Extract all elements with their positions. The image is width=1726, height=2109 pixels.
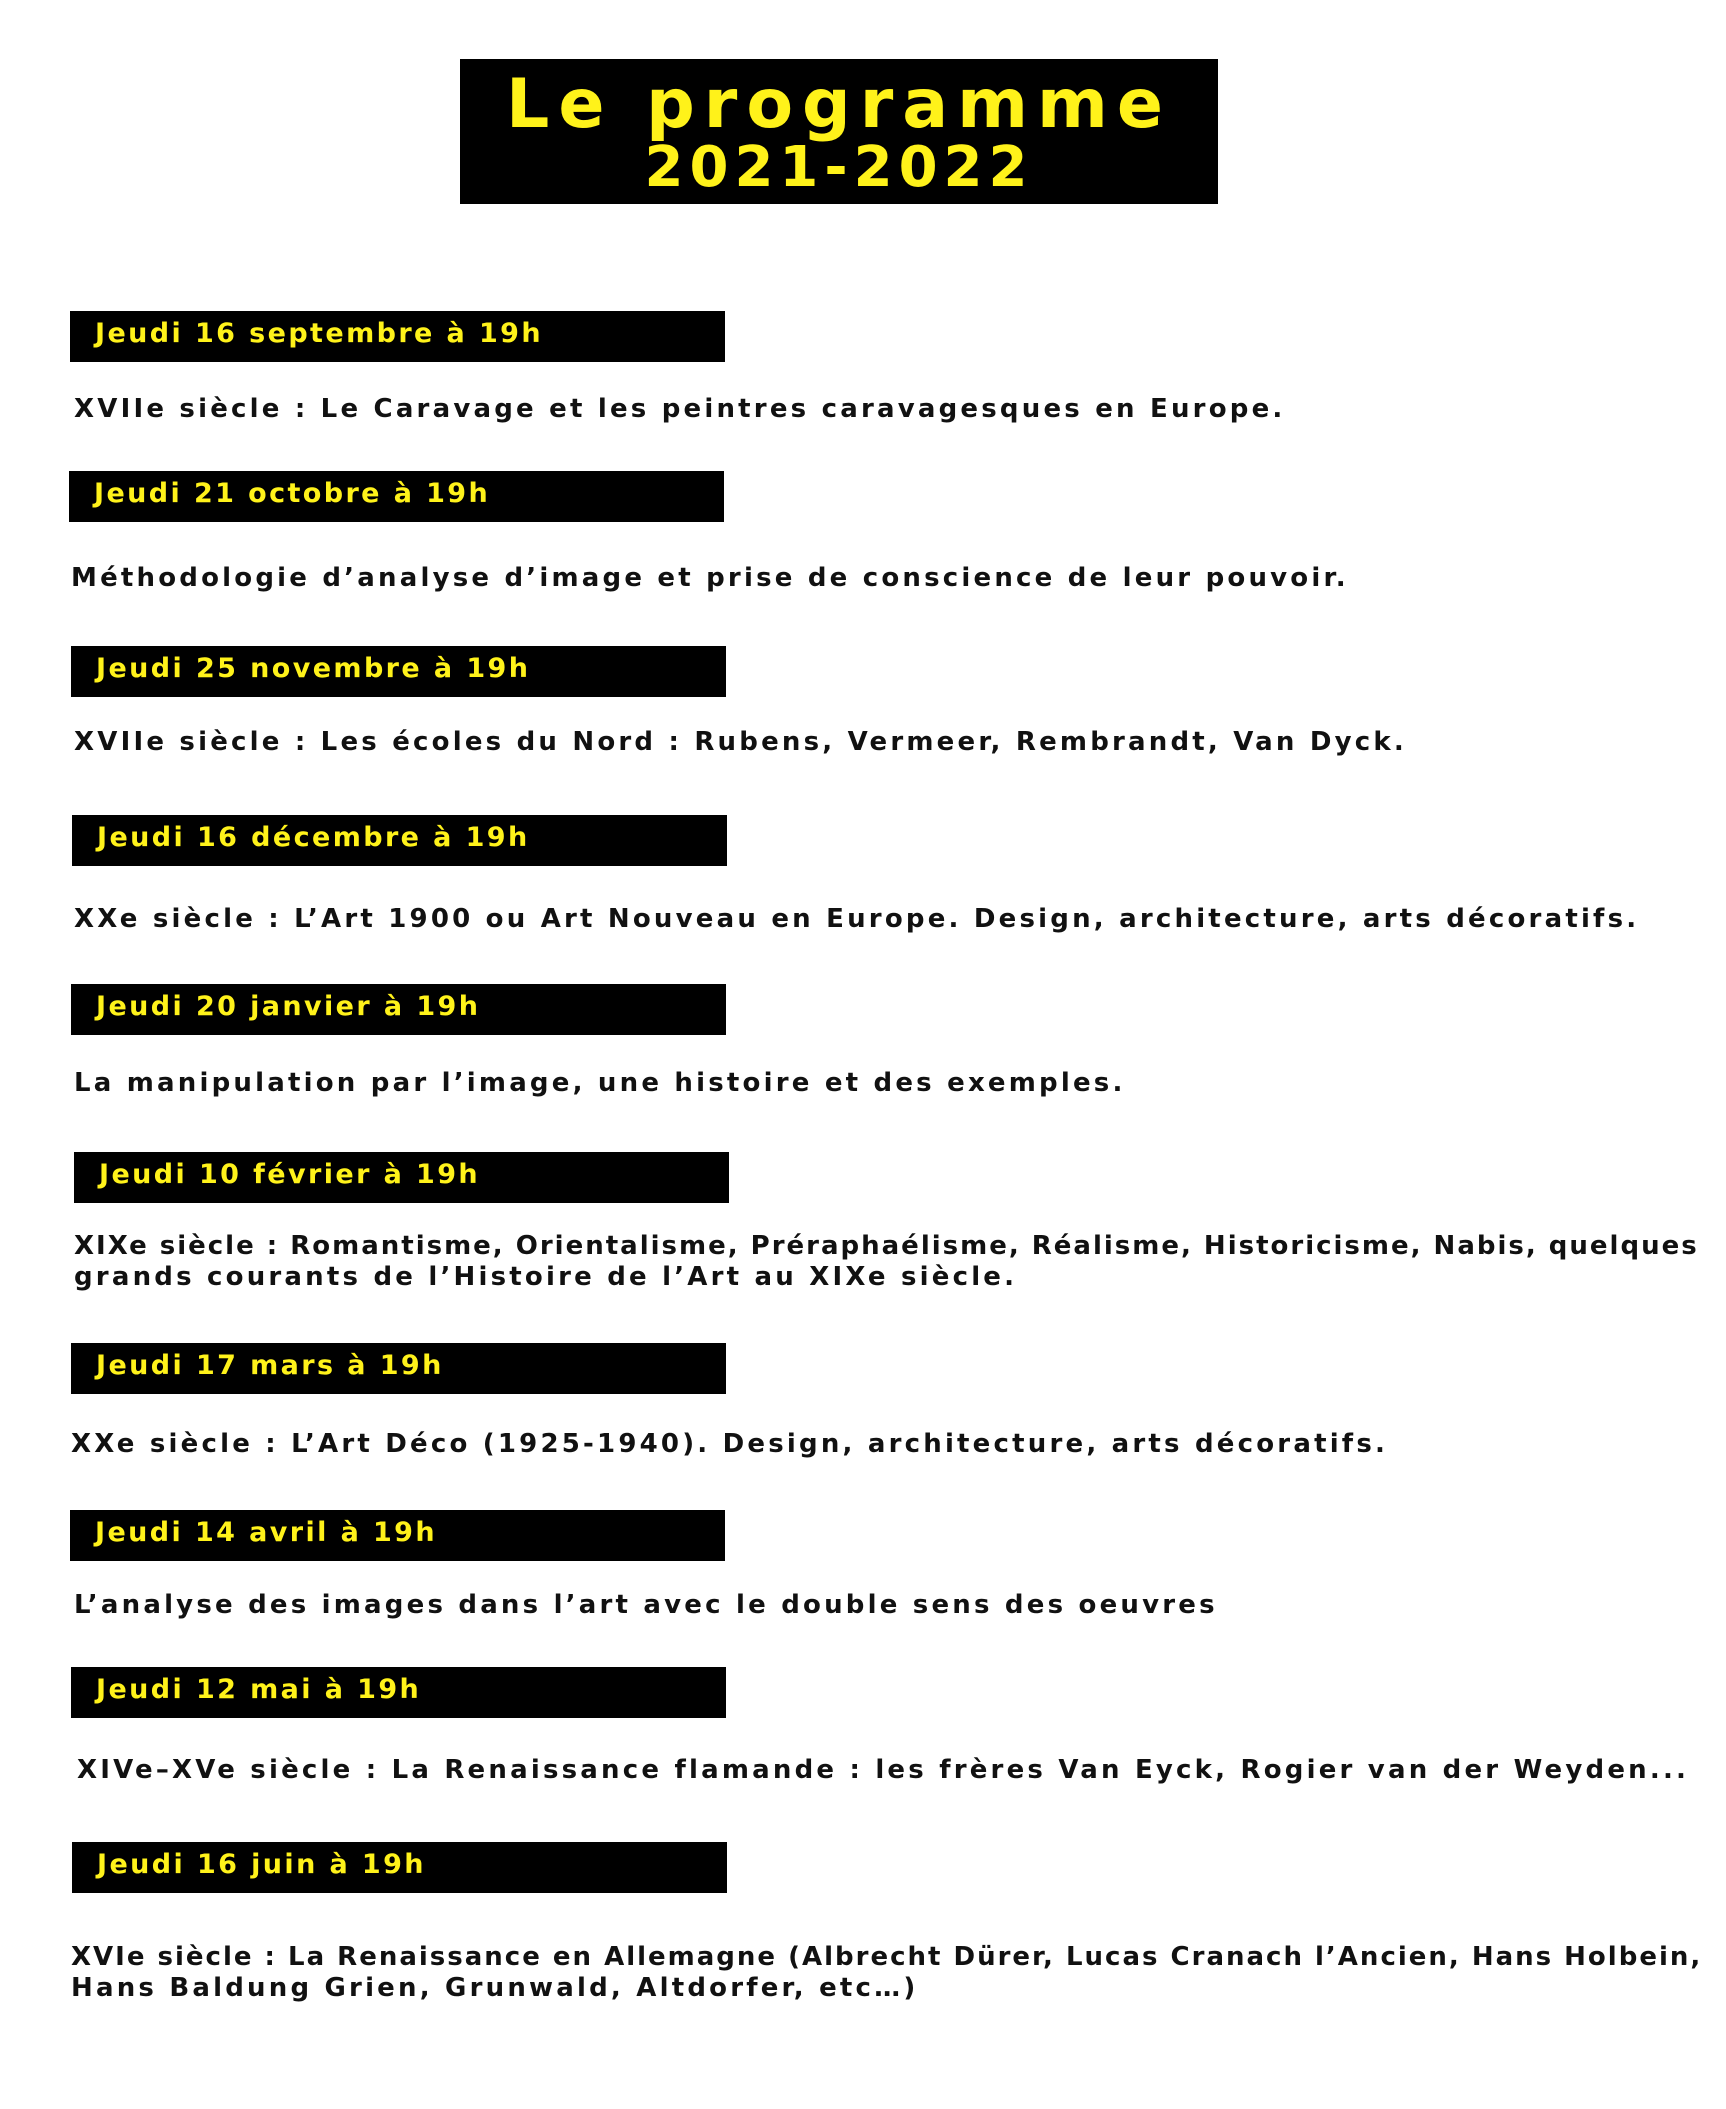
event-description: XXe siècle : L’Art Déco (1925-1940). Design, architecture, arts décoratifs. bbox=[71, 1429, 1389, 1459]
program-title-banner bbox=[460, 59, 1218, 204]
event-description-line1: XVIe siècle : La Renaissance en Allemagne (Albrecht Dürer, Lucas Cranach l’Ancien, Hans Holbein, bbox=[71, 1942, 1703, 1972]
event-description: Méthodologie d’analyse d’image et prise de conscience de leur pouvoir. bbox=[71, 563, 1349, 593]
event-description-line2: Hans Baldung Grien, Grunwald, Altdorfer, etc…) bbox=[71, 1973, 919, 2003]
event-description: XXe siècle : L’Art 1900 ou Art Nouveau en Europe. Design, architecture, arts décoratifs. bbox=[74, 904, 1640, 934]
program-title: Le programme bbox=[506, 65, 1172, 144]
event-date-bar: Jeudi 20 janvier à 19h bbox=[71, 984, 726, 1035]
event-description: XIVe–XVe siècle : La Renaissance flamande : les frères Van Eyck, Rogier van der Weyden... bbox=[77, 1755, 1690, 1785]
event-description: XVIIe siècle : Le Caravage et les peintres caravagesques en Europe. bbox=[74, 394, 1286, 424]
event-description: La manipulation par l’image, une histoire et des exemples. bbox=[74, 1068, 1126, 1098]
event-date-bar: Jeudi 16 décembre à 19h bbox=[72, 815, 727, 866]
event-date-bar: Jeudi 16 juin à 19h bbox=[72, 1842, 727, 1893]
event-description-line2: grands courants de l’Histoire de l’Art au XIXe siècle. bbox=[74, 1262, 1018, 1292]
event-date-bar: Jeudi 10 février à 19h bbox=[74, 1152, 729, 1203]
event-date-bar: Jeudi 25 novembre à 19h bbox=[71, 646, 726, 697]
event-date-bar: Jeudi 17 mars à 19h bbox=[71, 1343, 726, 1394]
event-description-line1: XIXe siècle : Romantisme, Orientalisme, Préraphaélisme, Réalisme, Historicisme, Nabis, quelques bbox=[74, 1231, 1699, 1261]
event-date-bar: Jeudi 16 septembre à 19h bbox=[70, 311, 725, 362]
event-date-bar: Jeudi 14 avril à 19h bbox=[70, 1510, 725, 1561]
event-description: XVIIe siècle : Les écoles du Nord : Rubens, Vermeer, Rembrandt, Van Dyck. bbox=[74, 727, 1407, 757]
event-date-bar: Jeudi 21 octobre à 19h bbox=[69, 471, 724, 522]
program-years: 2021-2022 bbox=[644, 135, 1034, 200]
event-description: L’analyse des images dans l’art avec le double sens des oeuvres bbox=[74, 1590, 1218, 1620]
event-date-bar: Jeudi 12 mai à 19h bbox=[71, 1667, 726, 1718]
